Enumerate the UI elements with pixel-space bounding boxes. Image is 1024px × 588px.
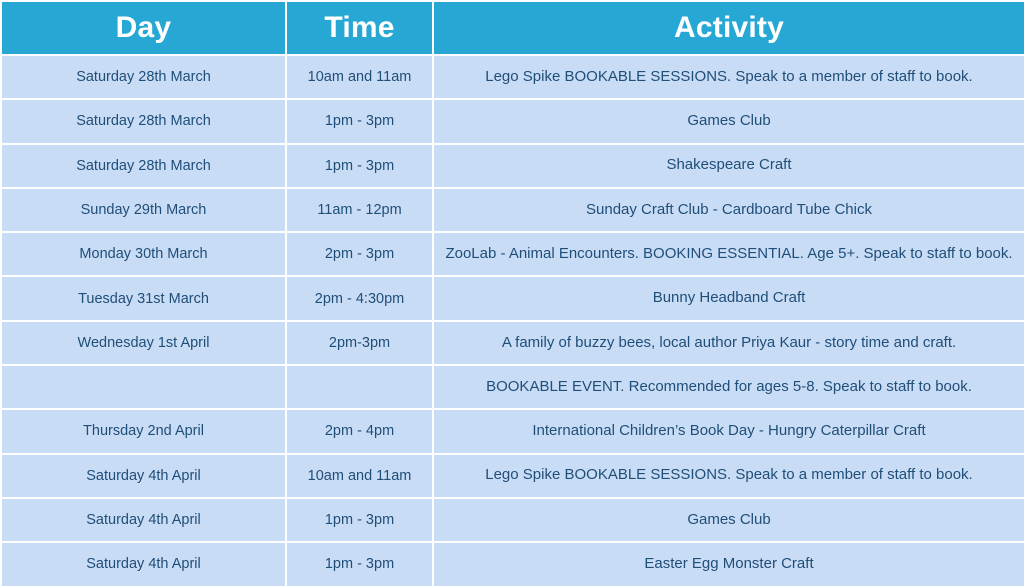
cell-activity: Lego Spike BOOKABLE SESSIONS. Speak to a member of staff to book. — [433, 55, 1024, 99]
table-row — [1, 232, 1024, 276]
cell-time: 1pm - 3pm — [286, 99, 433, 143]
cell-activity: Bunny Headband Craft — [433, 276, 1024, 320]
cell-activity: BOOKABLE EVENT. Recommended for ages 5-8. Speak to staff to book. — [433, 365, 1024, 409]
cell-activity: Shakespeare Craft — [433, 144, 1024, 188]
table-row — [1, 188, 1024, 232]
cell-activity: ZooLab - Animal Encounters. BOOKING ESSENTIAL. Age 5+. Speak to staff to book. — [433, 232, 1024, 276]
cell-day: Thursday 2nd April — [1, 409, 286, 453]
cell-activity: Sunday Craft Club - Cardboard Tube Chick — [433, 188, 1024, 232]
table-body — [1, 55, 1024, 587]
cell-time: 1pm - 3pm — [286, 542, 433, 586]
table-row — [1, 276, 1024, 320]
cell-time: 2pm - 3pm — [286, 232, 433, 276]
cell-time: 1pm - 3pm — [286, 144, 433, 188]
cell-time: 10am and 11am — [286, 454, 433, 498]
cell-activity: Games Club — [433, 99, 1024, 143]
cell-day: Saturday 4th April — [1, 542, 286, 586]
table-row — [1, 321, 1024, 365]
cell-time: 11am - 12pm — [286, 188, 433, 232]
cell-day: Monday 30th March — [1, 232, 286, 276]
cell-activity: Lego Spike BOOKABLE SESSIONS. Speak to a member of staff to book. — [433, 454, 1024, 498]
table-row — [1, 365, 1024, 409]
cell-activity: Easter Egg Monster Craft — [433, 542, 1024, 586]
cell-day: Saturday 28th March — [1, 144, 286, 188]
header-row — [1, 1, 1024, 55]
cell-time: 2pm-3pm — [286, 321, 433, 365]
cell-activity: Games Club — [433, 498, 1024, 542]
cell-day: Saturday 4th April — [1, 454, 286, 498]
table-row — [1, 144, 1024, 188]
cell-time: 2pm - 4pm — [286, 409, 433, 453]
cell-time — [286, 365, 433, 409]
table-row — [1, 454, 1024, 498]
cell-day: Saturday 28th March — [1, 99, 286, 143]
column-header-day: Day — [1, 1, 286, 55]
table-row — [1, 409, 1024, 453]
cell-time: 2pm - 4:30pm — [286, 276, 433, 320]
table-row — [1, 99, 1024, 143]
cell-day: Wednesday 1st April — [1, 321, 286, 365]
column-header-activity: Activity — [433, 1, 1024, 55]
table-row — [1, 542, 1024, 586]
cell-time: 10am and 11am — [286, 55, 433, 99]
cell-day: Tuesday 31st March — [1, 276, 286, 320]
table-row — [1, 498, 1024, 542]
cell-activity: International Children’s Book Day - Hungry Caterpillar Craft — [433, 409, 1024, 453]
cell-day: Saturday 28th March — [1, 55, 286, 99]
table-row — [1, 55, 1024, 99]
cell-activity: A family of buzzy bees, local author Priya Kaur - story time and craft. — [433, 321, 1024, 365]
table-header — [1, 1, 1024, 55]
cell-day: Saturday 4th April — [1, 498, 286, 542]
column-header-time: Time — [286, 1, 433, 55]
cell-day — [1, 365, 286, 409]
cell-time: 1pm - 3pm — [286, 498, 433, 542]
cell-day: Sunday 29th March — [1, 188, 286, 232]
